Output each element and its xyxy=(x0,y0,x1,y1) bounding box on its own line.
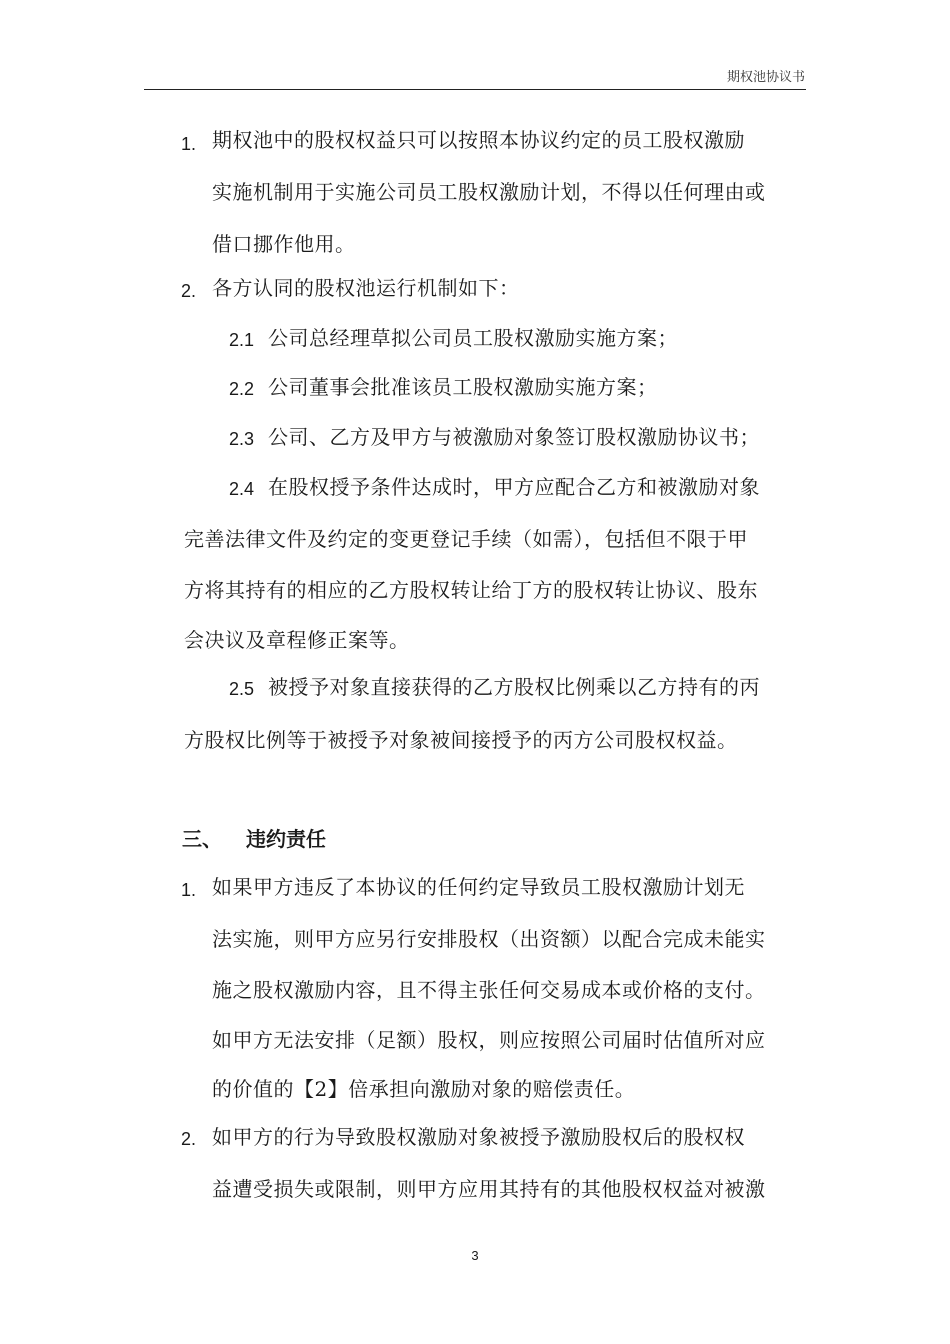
paragraph-line: 被授予对象直接获得的乙方股权比例乘以乙方持有的丙 xyxy=(268,675,760,699)
paragraph-line: 各方认同的股权池运行机制如下： xyxy=(212,276,520,300)
paragraph-line: 在股权授予条件达成时，甲方应配合乙方和被激励对象 xyxy=(268,475,760,499)
paragraph-line: 法实施，则甲方应另行安排股权（出资额）以配合完成未能实 xyxy=(212,927,766,951)
paragraph-line: 期权池中的股权权益只可以按照本协议约定的员工股权激励 xyxy=(212,128,745,152)
paragraph-line: 会决议及章程修正案等。 xyxy=(184,628,410,652)
header-title: 期权池协议书 xyxy=(726,70,805,85)
sub-item-number: 2.1 xyxy=(229,330,255,350)
header-rule xyxy=(144,89,806,90)
sub-item-number: 2.3 xyxy=(229,429,255,449)
paragraph-line: 公司总经理草拟公司员工股权激励实施方案； xyxy=(268,326,678,350)
sub-item-number: 2.5 xyxy=(229,679,255,699)
paragraph-line: 完善法律文件及约定的变更登记手续（如需），包括但不限于甲 xyxy=(184,527,748,551)
paragraph-line: 的价值的【2】倍承担向激励对象的赔偿责任。 xyxy=(212,1077,636,1101)
paragraph-line: 实施机制用于实施公司员工股权激励计划，不得以任何理由或 xyxy=(212,180,766,204)
section-title: 违约责任 xyxy=(246,827,326,851)
paragraph-line: 公司董事会批准该员工股权激励实施方案； xyxy=(268,375,658,399)
section-number: 三、 xyxy=(182,827,222,851)
paragraph-line: 施之股权激励内容，且不得主张任何交易成本或价格的支付。 xyxy=(212,978,766,1002)
paragraph-line: 公司、乙方及甲方与被激励对象签订股权激励协议书； xyxy=(268,425,760,449)
sub-item-number: 2.2 xyxy=(229,379,255,399)
paragraph-line: 如甲方的行为导致股权激励对象被授予激励股权后的股权权 xyxy=(212,1125,745,1149)
page-number: 3 xyxy=(471,1248,479,1263)
paragraph-line: 方将其持有的相应的乙方股权转让给丁方的股权转让协议、股东 xyxy=(184,578,758,602)
paragraph-line: 如甲方无法安排（足额）股权，则应按照公司届时估值所对应 xyxy=(212,1028,766,1052)
item-number: 1. xyxy=(181,134,197,154)
item-number: 2. xyxy=(181,281,197,301)
paragraph-line: 借口挪作他用。 xyxy=(212,232,356,256)
item-number: 2. xyxy=(181,1129,197,1149)
sub-item-number: 2.4 xyxy=(229,479,255,499)
paragraph-line: 方股权比例等于被授予对象被间接授予的丙方公司股权权益。 xyxy=(184,728,738,752)
paragraph-line: 如果甲方违反了本协议的任何约定导致员工股权激励计划无 xyxy=(212,875,745,899)
paragraph-line: 益遭受损失或限制，则甲方应用其持有的其他股权权益对被激 xyxy=(212,1177,766,1201)
item-number: 1. xyxy=(181,880,197,900)
